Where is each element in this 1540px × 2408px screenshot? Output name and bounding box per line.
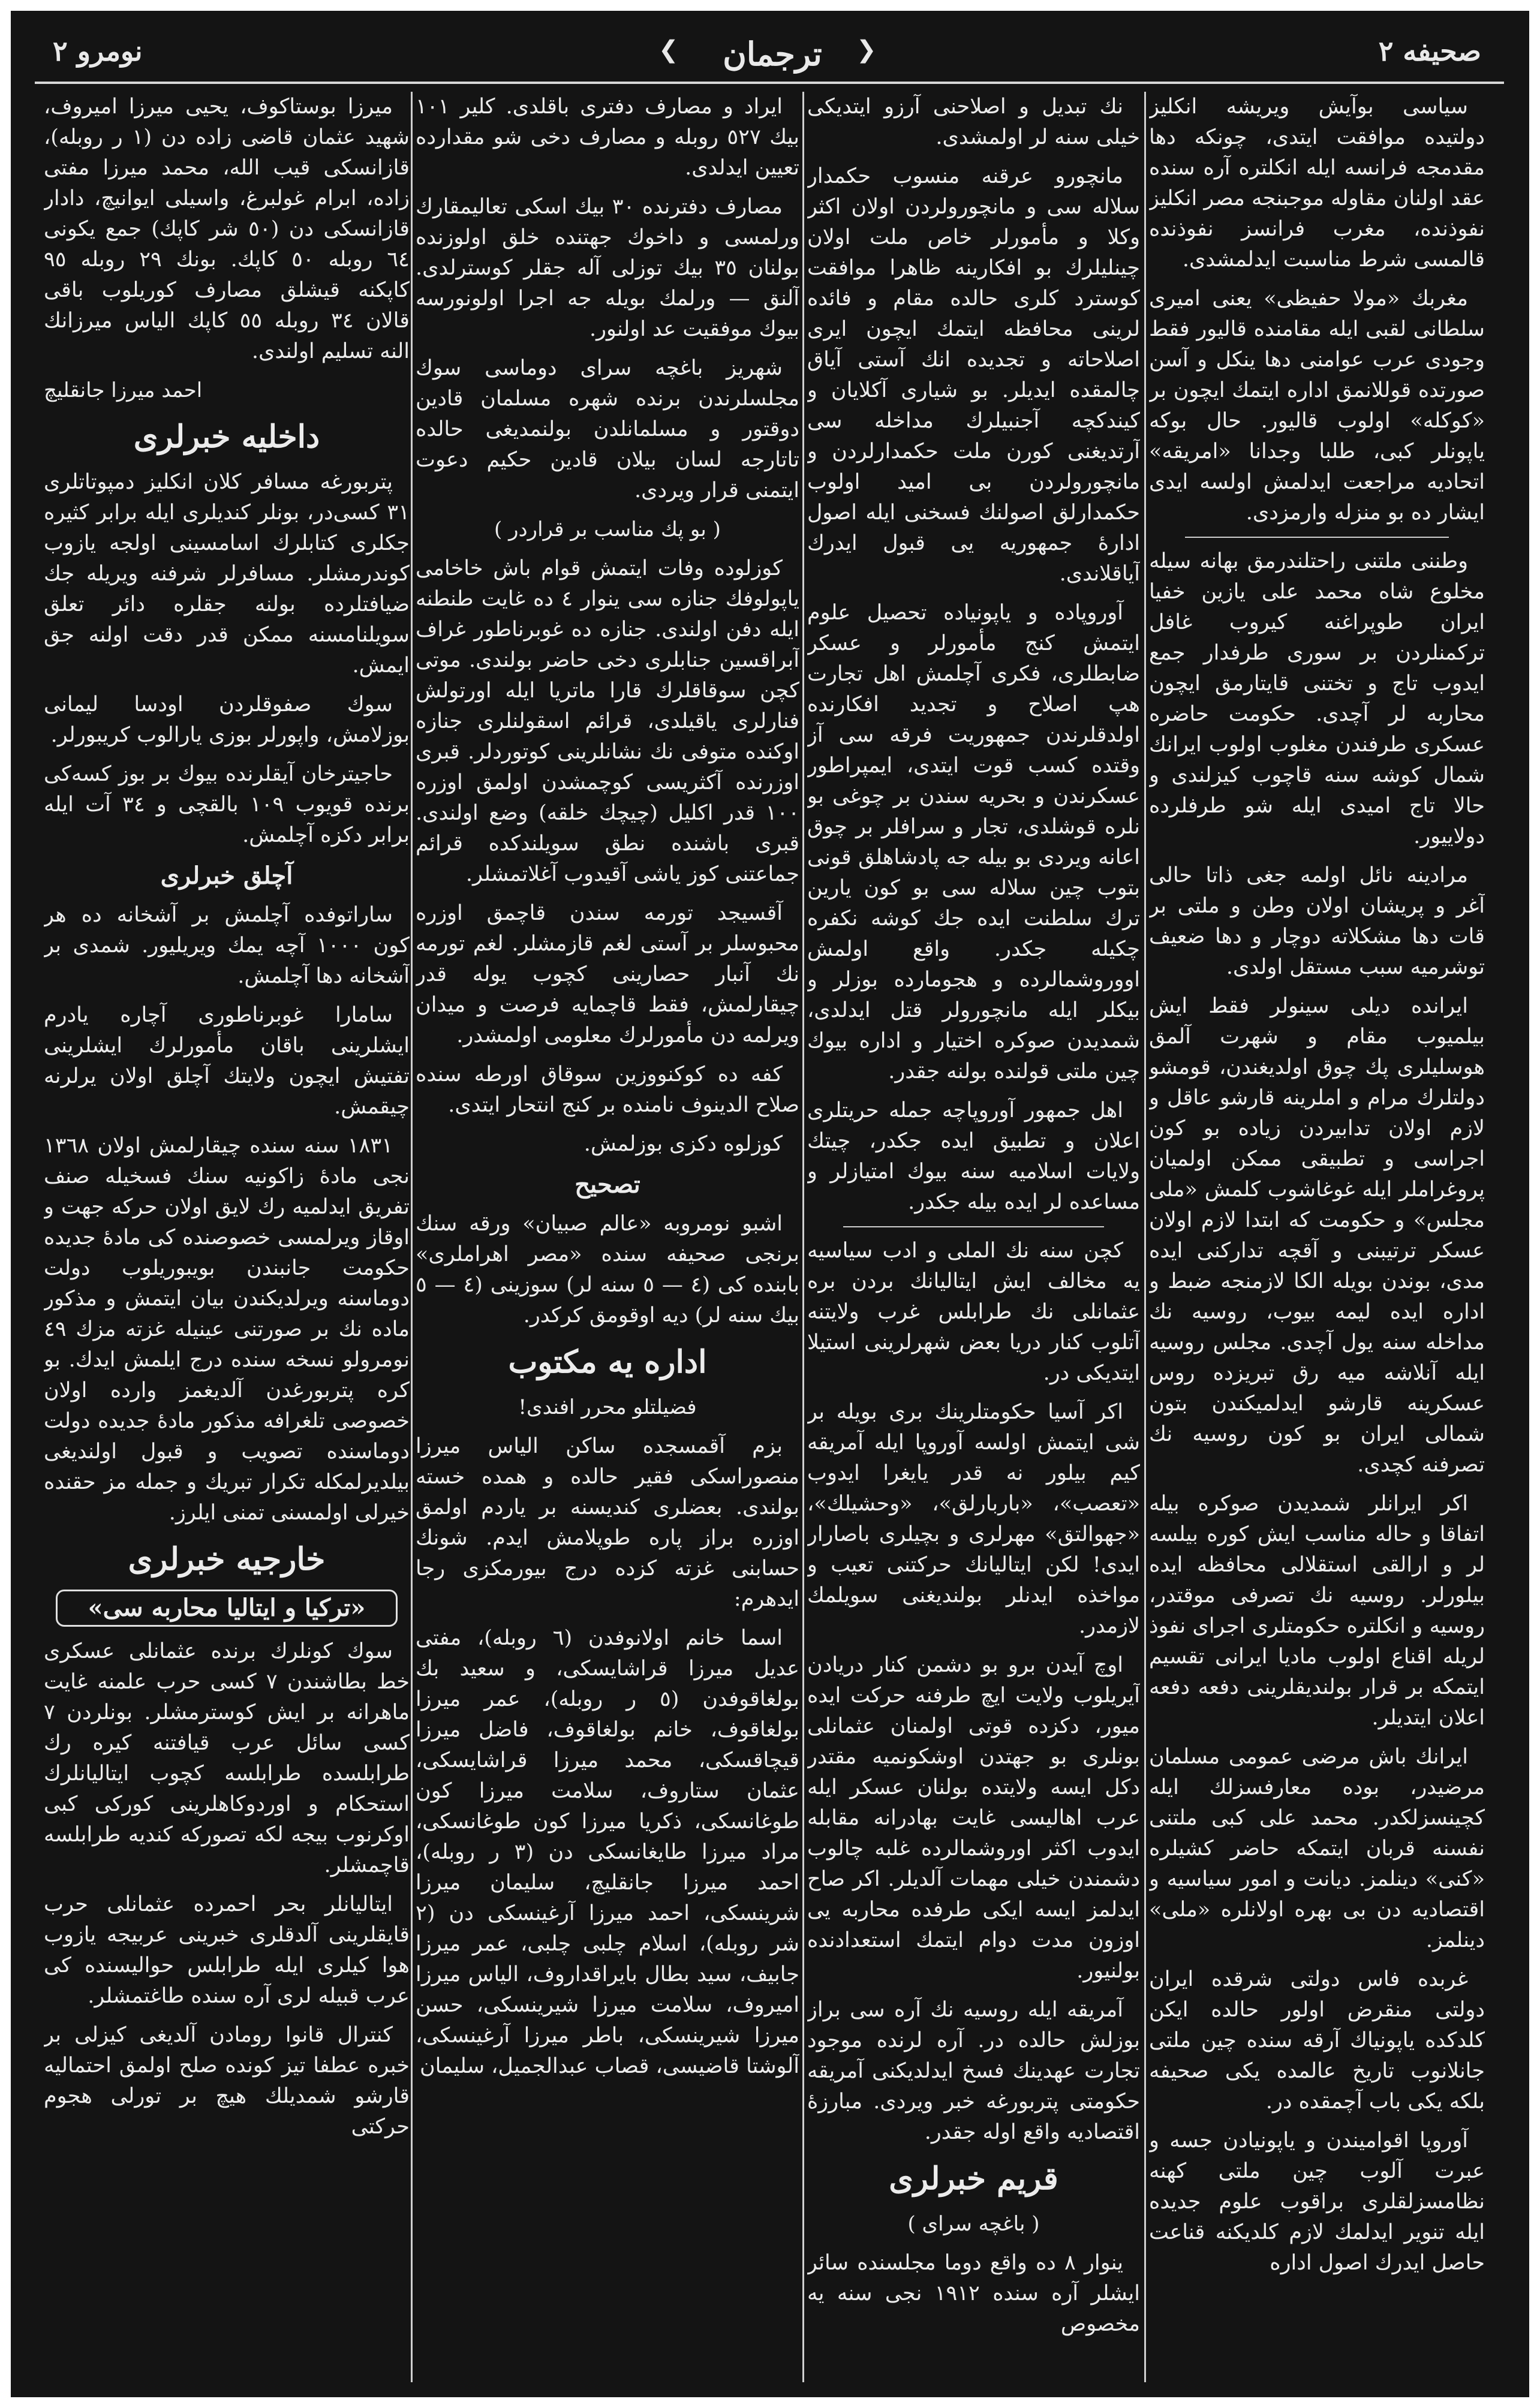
paragraph: بزم آقمسجده ساكن الياس ميرزا منصوراسكى فقير حالده و همده خسته بولندى. بعضلرى كنديسنه بر ياردم اولمق اوزره براز پاره طوپلامش ايدم. شونك حسابنى غزته كزده درج بيورمكزى رجا ايدهرم: [416, 1434, 799, 1611]
paragraph: مصارف دفترنده ٣٠ بيك اسكى تعاليمقارك ورلمسى و داخوك جهتنده خلق اولوزنده بولنان ٣٥ بيك توزلى آله جقلر كوسترلدى. آلنق — ورلمك بويله جه اجرا اولونورسه بيوك موفقيت عد اولنور. [416, 195, 799, 341]
ornament-right-icon: ❯ [856, 36, 877, 64]
paragraph: ايراد و مصارف دفترى باقلدى. كلير ١٠١ بيك ٥٢٧ روبله و مصارف دخى شو مقدارده تعيين ايدلدى. [416, 95, 799, 180]
section-heading-correction: تصحيح [575, 1170, 640, 1199]
issue-number: نومرو ٢ [53, 35, 143, 67]
paragraph: آوروپا اقواميندن و ياپونيادن جسه و عبرت آلوب چين ملتى كهنه نظامسزلقلرى براقوب علوم جديده ايله تنوير ايدلمك لازم كلديكنه قناعت حاصل ايدرك اصول اداره [1149, 2129, 1485, 2275]
paragraph: وطننى ملتنى راحتلندرمق بهانه سيله مخلوع شاه محمد على يازين خفيا ايران طوپراغنه كيروب غافل تركمنلردن بر سورى طرفدار جمع ايدوب تاج و تختنى قايتارمق ايچون محاربه لر آچدى. حكومت حاضره عسكرى طرفندن مغلوب اولوب ايرانك شمال كوشه سنه قاچوب كيزلندى و حالا تاج اميدى ايله شو طرفلرده دولاييور. [1149, 549, 1485, 848]
section-heading-famine: آچلق خبرلرى [160, 862, 293, 890]
paragraph: آمريقه ايله روسيه نك آره سى براز بوزلش حالده در. آره لرنده موجود تجارت عهدينك فسخ ايدلديكنى آمريقه حكومتى پتربورغه خبر ويردى. مبارزهٔ اقتصاديه واقع اوله جقدر. [807, 1998, 1140, 2144]
newspaper-title: ترجمان [723, 35, 822, 73]
paragraph: پتربورغه مسافر كلان انكليز دمپوتاتلرى ٣١ كسى‌در، بونلر كنديلرى ايله برابر كثيره جكلرى كتابلرك اسامسينى اولجه يازوب كوندرمشلر. مسافرلر شرفنه ويريله جك ضيافتلرده بولنه جقلره دائر تعلق سويلنامسنه ممكن قدر دقت اولنه جق ايمش. [44, 470, 410, 678]
paragraph: مانچورو عرقنه منسوب حكمدار سلاله سى و مانچورولردن اولان اكثر وكلا و مأمورلر خاص ملت اولان چينليلرك بو افكارينه ظاهرا موافقت كوسترد كلرى حالده مقام و فائده لرينى محافظه ايتمك ايچون ايرى اصلاحاته و تجديده انك آستى آياق چالمقده ايديلر. بو شيارى آكلايان و كيندكچه آجنبيلرك مداخله سى آرتديغنى كورن ملت حكمدارلردن و مانچورولردن بى اميد اولوب حكمدارلق اصولنك فسخنى ايله اصول ادارهٔ جمهوريه يى قبول ايدرك آياقلاندى. [807, 164, 1140, 586]
column-rule [802, 92, 804, 2382]
paragraph: سامارا غوبرناطورى آچاره يادرم ايشلرينى باقان مأمورلرك ايشلرينى تفتيش ايچون ولايتك آچلق اولان يرلرنه چيقمش. [44, 1003, 410, 1119]
paragraph: سياسى بوآيش ويريشه انكليز دولتيده موافقت ايتدى، چونكه دها مقدمجه فرانسه ايله انكلتره آره سنده عقد اولنان مقاوله موجبنجه مصر انكليز نفوذنده، مغرب فرانسز نفوذنده قالمسى شرط مناسبت ايدلمشدى. [1149, 95, 1485, 272]
paragraph: اكر آسيا حكومتلرينك برى بويله بر شى ايتمش اولسه آوروپا ايله آمريقه كيم بيلور نه قدر يايغرا ايدوب «تعصب»، «باربارلق»، «وحشيلك»، «جهوالتق» مهرلرى و بچيلرى باصارار ايدى! لكن ايتاليانك حركتنى تعيب و مواخذه ايدنلر بولنديغنى سويلمك لازمدر. [807, 1400, 1140, 1638]
paragraph: اهل جمهور آوروپاچه جمله حريتلرى اعلان و تطبيق ايده جكدر، چيتك ولايات اسلاميه سنه بيوك امتيازلر و مساعده لر ايده بيله جكدر. [807, 1098, 1140, 1214]
divider [1185, 537, 1449, 538]
column-4 [44, 92, 410, 2382]
paragraph: مغربك «مولا حفيظى» يعنى اميرى سلطانى لقبى ايله مقامنده قاليور فقط وجودى عرب عوامنى دها ينكل و آسن صورتده قوللانمق اداره ايتمك ايچون بر «كوكله» اولوب قاليور. حال بوكه ياپونلر كبى، طلبا وجدانا «امريقه» اتحاديه مراجعت ايدلمش اولسه ايدى ايشار ده بو منزله وارمزدى. [1149, 287, 1485, 525]
paragraph: كوزلوده وفات ايتمش قوام باش خاخامى ياپولوفك جنازه سى ينوار ٤ ده غايت طنطنه ايله دفن اولندى. جنازه ده غوبرناطور غراف آبراقسين جنابلرى دخى حاضر بولندى. موتى كچن سوقاقلرك قارا ماتريا ايله اورتولش فنارلرى ياقيلدى، قرائم اسقولنلرى جنازه اوكنده متوفى نك نشانلرينى كوتوردلر. قبرى اوزرنده آكثريسى كوچمشدن اولمق اوزره ١٠٠ قدر اكليل (چيچك خلقه) وضع اولندى. قبرى باشنده نطق سويلندكده قرائم جماعتنى كوز ياشى آقيدوب آغلاتمشلر. [416, 556, 799, 886]
section-heading-crimea: قريم خبرلرى [889, 2160, 1058, 2197]
paragraph: ايتاليانلر بحر احمرده عثمانلى حرب قايقلرينى آلدقلرى خبرينى عربيجه يازوب هوا كيلرى ايله طرابلس حواليسنده كى عرب قبيله لرى آره سنده طاغتمشلر. [44, 1892, 410, 2008]
section-heading-domestic: داخليه خبرلرى [133, 419, 320, 455]
paragraph: كفه ده كوكنووزين سوقاق اورطه سنده صلاح الدينوف نامنده بر كنج انتحار ايتدى. [416, 1062, 799, 1117]
editor-note: ( بو پك مناسب بر قراردر ) [494, 517, 721, 541]
paragraph: كچن سنه نك الملى و ادب سياسيه يه مخالف ايش ايتاليانك بردن بره عثمانلى نك طرابلس غرب ولايتنه آتلوب كنار دريا بعض شهرلرينى استيلا ايتديكى در. [807, 1239, 1140, 1385]
column-1 [1149, 92, 1485, 2382]
paragraph: آقسيجد تورمه سندن قاچمق اوزره محبوسلر بر آستى لغم قازمشلر. لغم تورمه نك آنبار حصارينى كچوب يوله قدر چيقارلمش، فقط قاچمايه فرصت و ميدان ويرلمه دن مأمورلرك معلومى اولمشدر. [416, 901, 799, 1048]
paragraph: حاجيترخان آيقلرنده بيوك بر بوز كسه‌كى برنده قويوب ١٠٩ بالقچى و ٣٤ آت ايله برابر دكزه آچلمش. [44, 762, 410, 847]
column-rule [411, 92, 413, 2382]
paragraph: نك تبديل و اصلاحنى آرزو ايتديكى خيلى سنه لر اولمشدى. [807, 95, 1140, 149]
paragraph: ساراتوفده آچلمش بر آشخانه ده هر كون ١٠٠٠ آچه يمك ويريليور. شمدى بر آشخانه دها آچلمش. [44, 903, 410, 988]
section-heading-letter: اداره يه مكتوب [508, 1344, 707, 1380]
paragraph: اشبو نومروبه «عالم صبيان» ورقه سنك برنجى صحيفه سنده «مصر اهراملرى» بابنده كى (٤ — ٥ سنه لر) سوزينى (٤ — ٥ بيك سنه لر) ديه اوقومق كركدر. [416, 1212, 799, 1328]
page-number: صحيفه ٢ [1378, 35, 1481, 67]
newspaper-page [11, 11, 1529, 2397]
paragraph: مرادينه نائل اولمه جغى ذاتا حالى آغر و پريشان اولان وطن و ملتى بر قات دها مشكلاته دوچار و دها ضعيف توشرميه سبب مستقل اولدى. [1149, 863, 1485, 979]
paragraph: كوزلوه دكزى بوزلمش. [583, 1132, 783, 1156]
dateline: ( باغچه سراى ) [907, 2212, 1040, 2236]
page-header [11, 11, 1529, 101]
section-heading-foreign: خارجيه خبرلرى [128, 1541, 326, 1578]
ornament-left-icon: ❮ [658, 36, 679, 64]
paragraph: ايرانده ديلى سينولر فقط ايش بيلميوب مقام و شهرت آلمق هوسليلرى پك چوق اولديغندن، قومشو دولتلرك مرام و املرينه قارشو عاقل و لازم اولان تدابيردن زياده بو كون اجراسى و تطبيقى ممكن اولميان پروغراملر ايله غوغاشوب كلمش «ملى مجلس» و حكومت كه ابتدا لازم اولان عسكر ترتيبنى و آقچه تداركنى ايده مدى، بوندن بويله الكا لازمنجه ضبط و اداره ايده ليمه بيوب، روسيه نك مداخله سنه يول آچدى. مجلس روسيه ايله آنلاشه ميه رق تبريزده روس عسكرينه قارشو ايدلميكندن بتون شمالى ايران بو كون روسيه نك تصرفنه كچدى. [1149, 994, 1485, 1477]
boxed-headline: «تركيا و ايتاليا محاربه سى» [56, 1590, 398, 1627]
column-rule [1144, 92, 1146, 2382]
paragraph: ينوار ٨ ده واقع دوما مجلسنده سائر ايشلر آره سنده ١٩١٢ نجى سنه يه مخصوص [807, 2251, 1140, 2336]
column-2 [807, 92, 1140, 2382]
paragraph: آوروپاده و ياپونياده تحصيل علوم ايتمش كنج مأمورلر و عسكر ضابطلرى، فكرى آچلمش اهل تجارت هپ اصلاح و تجديد افكارنده اولدقلرندن جمهوريت فرقه سى آز وقتده كسب قوت ايتدى، ايمپراطور عسكرندن و بحريه سندن بر چوغى بو نلره قوشلدى، تجار و سرافلر بر چوق اعانه ويردى بو بيله جه پادشاهلق قونى بتوب چين سلاله سى بو كون يارين ترك سلطنت ايده جك كوشه نكفره چكيله جكدر. واقع اولمش اووروشمالرده و هجومارده بوزلر و بيكلر ايله مانچورولر قتل ايدلدى، شمديدن صوكره اختيار و اداره بيوك چين ملتى قولنده بولنه جقدر. [807, 601, 1140, 1083]
salutation: فضيلتلو محرر افندى! [518, 1395, 697, 1419]
signature: احمد ميرزا جانقليچ [44, 378, 203, 402]
paragraph: سوك صفوقلردن اودسا ليمانى بوزلامش، واپورلر بوزى يارالوب كريبورلر. [44, 693, 410, 747]
paragraph: ايرانك باش مرضى عمومى مسلمان مرضيدر، بوده معارفسزلك ايله كچينسزلكدر. محمد على كبى ملتنى نفسنه قربان ايتمكه حاضر كشيلره «كنى» دينلمز. ديانت و امور سياسيه و اقتصاديه دن بى بهره اولانلره «ملى» دينلمز. [1149, 1745, 1485, 1952]
paragraph: شهريز باغچه سراى دوماسى سوك مجلسلرندن برنده شهره مسلمان قادين دوقتور و مسلمانلدن بولنمديغى حالده تاتارجه لسان بيلان قادين حكيم دعوت ايتمنى قرار ويردى. [416, 356, 799, 502]
paragraph: غربده فاس دولتى شرقده ايران دولتى منقرض اولور حالده ايكن كلدكده ياپونياك آرقه سنده چين ملتى جانلانوب تاريخ عالمده يكى صحيفه بلكه يكى باب آچمقده در. [1149, 1967, 1485, 2114]
paragraph: سوك كونلرك برنده عثمانلى عسكرى خط بطاشندن ٧ كسى حرب علمنه غايت ماهرانه بر ايش كوسترمشلر. بونلردن ٧ كسى سائل عرب قيافتنه كيره رك طرابلسده طرابلسه كچوب ايتاليانلرك استحكام و اوردوكاهلرينى كوركى كبى اوكرنوب بيجه لكه تصوركه كنديه طرابلسه قاچمشلر. [44, 1639, 410, 1877]
paragraph: ميرزا بوستاكوف، يحيى ميرزا اميروف، شهيد عثمان قاضى زاده دن (١ ر روبله)، قازانسكى قيب الله، محمد ميرزا مفتى زاده، ابرام غولبرغ، واسيلى ايوانيچ، دادار قازانسكى دن (٥٠ شر كاپك) جمع يكونى ٦٤ روبله ٥٠ كاپك. بونك ٢٩ روبله ٩٥ كاپكنه قيشلق مصارف كوريلوب باقى قالان ٣٤ روبله ٥٥ كاپك الياس ميرزانك النه تسليم اولندى. [44, 95, 410, 363]
paragraph: اوچ آيدن برو بو دشمن كنار دريادن آيريلوب ولايت ايچ طرفنه حركت ايده ميور، دكزده قوتى اولمنان عثمانلى بونلرى بو جهتدن اوشكونميه مقتدر دكل ايسه ولايتده بولنان عسكر ايله عرب اهاليسى غايت بهادرانه مقابله ايدوب اكثر اوروشمالرده غلبه چالوب دشمندن خيلى مهمات آلديلر. اكر صاح ايدلمز ايسه ايكى طرفده محاربه يى اوزون مدت دوام ايتمك استعدادنده بولنيور. [807, 1653, 1140, 1983]
paragraph: كنترال قانوا رومادن آلديغى كيزلى بر خبره عطفا تيز كونده صلح اولمق احتماليه قارشو شمديلك هيچ بر تورلى هجوم حركتى [44, 2023, 410, 2139]
paragraph: ١٨٣١ سنه سنده چيقارلمش اولان ١٣٦٨ نجى مادهٔ زاكونيه سنك فسخيله صنف تفريق ايدلميه رك لايق اولان حركه جهت و اوقاز ويرلمسى خصوصنده كى مادهٔ جديده حكومت جانبندن بويبوريلوب دولت دوماسنه ويرلديكندن بيان ايتمش و مذكور ماده نك بر صورتنى عينيله غزته مزك ٤٩ نومرولو نسخه سنده درج ايلمش ايدك. بو كره پتربورغدن آلديغمز وارده اولان خصوصى تلغرافه مذكور مادهٔ جديده دولت دوماسنده تصويب و قبول اولنديغى بيلديرلمكله تكرار تبريك و جمله مز حقنده خيرلى اولمسنى تمنى ايلرز. [44, 1134, 410, 1525]
paragraph: اسما خانم اولانوفدن (٦ روبله)، مفتى عديل ميرزا قراشايسكى، و سعيد بك بولغاقوفدن (٥ ر روبله)، عمر ميرزا بولغاقوف، خانم بولغاقوف، فاضل ميرزا قيچاقسكى، محمد ميرزا قراشايسكى، عثمان ستاروف، سلامت ميرزا كون طوغانسكى، ذكريا ميرزا كون طوغانسكى، مراد ميرزا طايغانسكى دن (٣ ر روبله)، احمد ميرزا جانقليچ، سليمان ميرزا شرينسكى، احمد ميرزا آرغينسكى دن (٢ شر روبله)، اسلام چلبى چلبى، عمر ميرزا جابيف، سيد بطال بايراقداروف، الياس ميرزا اميروف، سلامت ميرزا شيرينسكى، حسن ميرزا شيرينسكى، باطر ميرزا آرغينسكى، آلوشتا قاضيسى، قصاب عبدالجميل، سليمان [416, 1626, 799, 2078]
header-rule [35, 82, 1504, 84]
column-3 [416, 92, 799, 2382]
divider [843, 1226, 1104, 1227]
paragraph: اكر ايرانلر شمديدن صوكره بيله اتفاقا و حاله مناسب ايش كوره بيلسه لر و ارالقى استقلالى محافظه ايده بيلورلر. روسيه نك تصرفى موقتدر، روسيه و انكلتره حكومتلرى اجراى نفوذ لريله اقناع اولوب ماديا ايرانى تقسيم ايتمكه بر قرار بولنديقلرينى دفعه دفعه اعلان ايتديلر. [1149, 1492, 1485, 1730]
